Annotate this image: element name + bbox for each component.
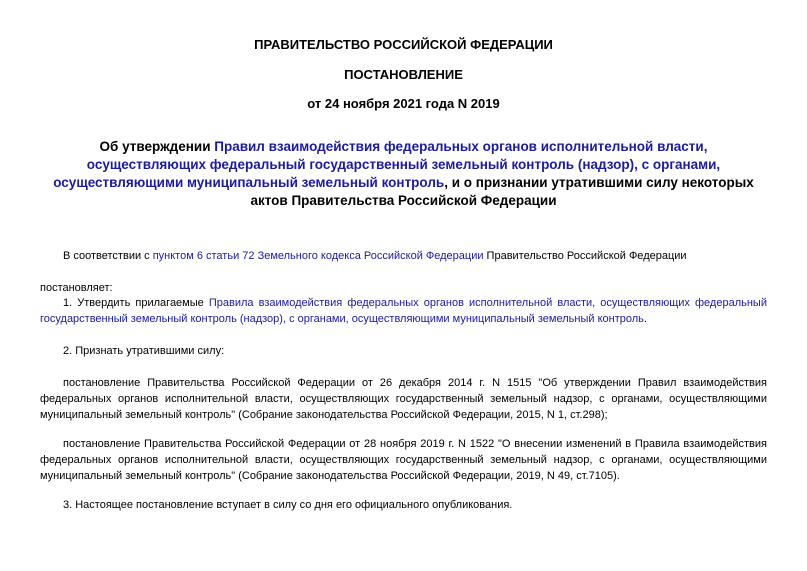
document-date-number: от 24 ноября 2021 года N 2019 <box>307 96 500 111</box>
item-1-prefix: 1. Утвердить прилагаемые <box>63 297 209 309</box>
item-1-paragraph <box>40 295 767 327</box>
land-code-link[interactable]: пунктом 6 статьи 72 Земельного кодекса Российской Федерации <box>152 250 484 262</box>
preamble-suffix: Правительство Российской Федерации <box>483 250 687 262</box>
decrees-paragraph: постановляет: <box>40 282 113 294</box>
item-1-suffix: . <box>643 313 647 325</box>
preamble-paragraph <box>40 248 767 264</box>
item-3-paragraph: 3. Настоящее постановление вступает в силу со дня его официального опубликования. <box>63 499 513 511</box>
repeal-2-paragraph: постановление Правительства Российской Федерации от 28 ноября 2019 г. N 1522 "О внесении изменений в Правила взаимодействия федеральных органов исполнительной власти, осуществляющих государственный земельный надзор, с органами, осуществляющими муниципальный земельный контроль" (Собрание законодательства Российской Федерации, 2019, N 49, ст.7105). <box>40 438 767 482</box>
document-title <box>40 138 767 210</box>
government-header: ПРАВИТЕЛЬСТВО РОССИЙСКОЙ ФЕДЕРАЦИИ <box>254 37 553 52</box>
approved-rules-link[interactable]: Правила взаимодействия федеральных органов исполнительной власти, осуществляющих федеральный государственный земельный контроль (надзор), с органами, осуществляющими муниципальный земельный контроль <box>40 297 767 325</box>
title-rules-link[interactable]: Правил взаимодействия федеральных органов исполнительной власти, осуществляющих федеральный государственный земельный контроль (надзор), с органами, осуществляющими муниципальный земельный контроль <box>53 139 721 190</box>
title-prefix: Об утверждении <box>99 139 215 154</box>
item-2-paragraph: 2. Признать утратившими силу: <box>63 345 225 357</box>
repeal-1-paragraph: постановление Правительства Российской Федерации от 26 декабря 2014 г. N 1515 "Об утверждении Правил взаимодействия федеральных органов исполнительной власти, осуществляющих государственный земельный надзор, с органами, осуществляющими муниципальный земельный контроль" (Собрание законодательства Российской Федерации, 2015, N 1, ст.298); <box>40 377 767 421</box>
title-suffix: , и о признании утратившими силу некоторых актов Правительства Российской Федерации <box>250 175 754 208</box>
document-type: ПОСТАНОВЛЕНИЕ <box>344 67 463 82</box>
preamble-prefix: В соответствии с <box>63 250 153 262</box>
